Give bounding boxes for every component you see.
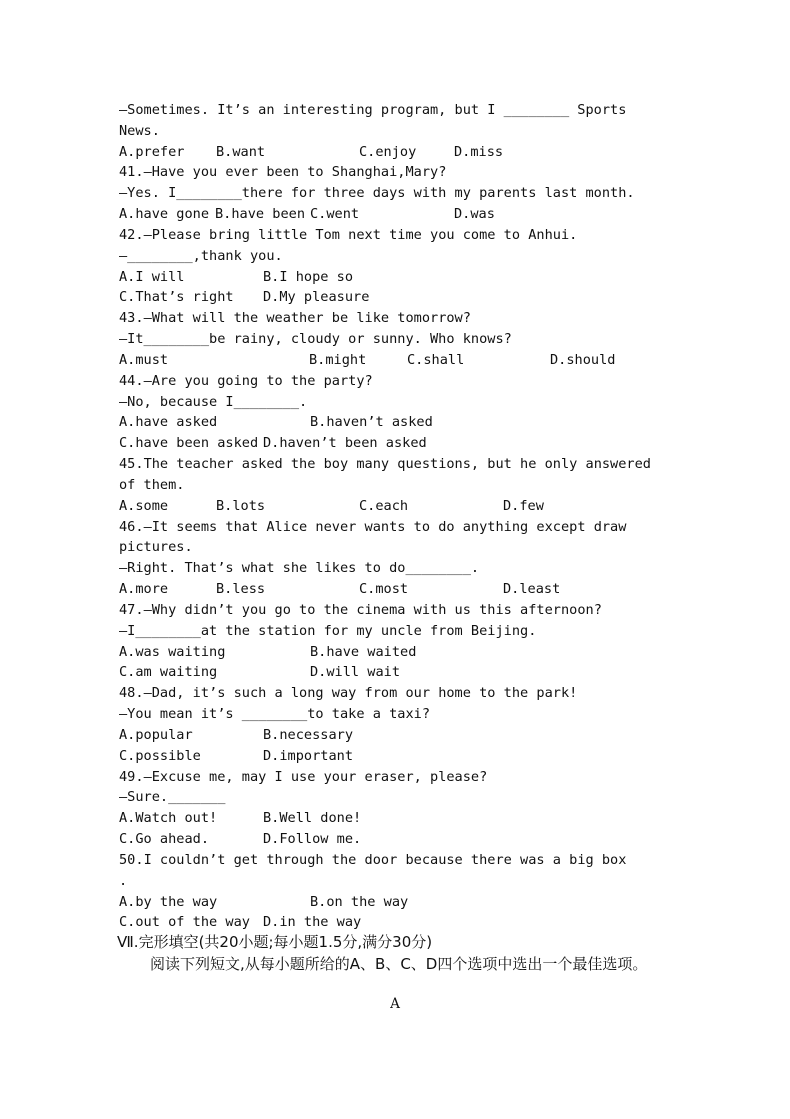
option-b: B.less <box>216 581 266 598</box>
question-stem: —Have you ever been to Shanghai,Mary? <box>143 164 447 181</box>
question-41 <box>119 162 446 182</box>
question-stem: I couldn’t get through the door because there was a big box <box>143 851 627 868</box>
option-a: C.Go ahead. <box>119 831 210 848</box>
question-stem: —Are you going to the party? <box>143 372 373 389</box>
option-b: D.in the way <box>263 914 362 931</box>
question-text: —Yes. I________there for three days with my parents last month. <box>119 185 635 202</box>
option-a: A.popular <box>119 726 193 743</box>
question-number: 44. <box>119 372 144 389</box>
option-b: D.My pleasure <box>263 289 370 306</box>
option-c: C.each <box>359 497 409 514</box>
question-number: 42. <box>119 226 144 243</box>
option-d: D.was <box>454 206 495 223</box>
options-row <box>119 725 679 745</box>
option-b: D.haven’t been asked <box>263 435 427 452</box>
option-a: A.some <box>119 497 169 514</box>
question-number: 48. <box>119 685 144 702</box>
option-b: B.might <box>309 351 367 368</box>
question-stem: —Excuse me, may I use your eraser, please? <box>143 768 488 785</box>
option-b: D.important <box>263 747 354 764</box>
question-number: 43. <box>119 310 144 327</box>
option-b: B.have waited <box>310 643 417 660</box>
question-number: 45. <box>119 456 144 473</box>
question-stem: —Why didn’t you go to the cinema with us this afternoon? <box>143 601 602 618</box>
question-number: 46. <box>119 518 144 535</box>
question-text: —I________at the station for my uncle from Beijing. <box>119 622 537 639</box>
question-45 <box>119 454 651 474</box>
option-b: D.will wait <box>310 664 401 681</box>
question-text: —Right. That’s what she likes to do________. <box>119 560 480 577</box>
option-a: C.have been asked <box>119 435 259 452</box>
options-row <box>119 350 679 370</box>
option-a: A.prefer <box>119 143 185 160</box>
question-48 <box>119 683 577 703</box>
options-row <box>119 267 679 287</box>
options-row <box>119 579 679 599</box>
option-b: B.necessary <box>263 726 354 743</box>
question-47 <box>119 600 602 620</box>
question-46 <box>119 517 626 537</box>
option-b: B.Well done! <box>263 810 362 827</box>
question-text: News. <box>119 122 160 139</box>
question-text: . <box>119 872 128 889</box>
question-stem: —Dad, it’s such a long way from our home to the park! <box>143 685 578 702</box>
options-row <box>119 204 679 224</box>
option-b: B.lots <box>216 497 266 514</box>
options-row <box>119 642 679 662</box>
option-c: C.enjoy <box>359 143 417 160</box>
option-b: B.on the way <box>310 893 409 910</box>
question-text: —You mean it’s ________to take a taxi? <box>119 706 430 723</box>
question-text: —Sure._______ <box>119 789 226 806</box>
option-b: B.I hope so <box>263 268 354 285</box>
question-42 <box>119 225 577 245</box>
section-heading: Ⅶ.完形填空(共20小题;每小题1.5分,满分30分) <box>117 933 433 952</box>
option-b: B.have been <box>215 206 306 223</box>
options-row <box>119 829 679 849</box>
option-a: A.I will <box>119 268 185 285</box>
option-c: C.went <box>310 206 360 223</box>
options-row <box>119 433 679 453</box>
options-row <box>119 412 679 432</box>
question-text: of them. <box>119 476 185 493</box>
options-row <box>119 808 679 828</box>
options-row <box>119 892 679 912</box>
option-c: C.most <box>359 581 409 598</box>
question-number: 47. <box>119 601 144 618</box>
options-row <box>119 746 679 766</box>
question-text: —Sometimes. It’s an interesting program, but I ________ Sports <box>119 102 627 118</box>
option-b: B.haven’t asked <box>310 414 433 431</box>
option-a: A.Watch out! <box>119 810 218 827</box>
option-d: D.should <box>550 351 616 368</box>
option-a: A.must <box>119 351 169 368</box>
question-text: —No, because I________. <box>119 393 308 410</box>
option-a: A.have gone <box>119 206 210 223</box>
options-row <box>119 912 679 932</box>
option-b: D.Follow me. <box>263 831 362 848</box>
question-number: 41. <box>119 164 144 181</box>
question-stem: —It seems that Alice never wants to do anything except draw <box>143 518 627 535</box>
question-number: 49. <box>119 768 144 785</box>
option-c: C.shall <box>407 351 465 368</box>
option-b: B.want <box>216 143 266 160</box>
options-row <box>119 496 679 516</box>
question-text: pictures. <box>119 539 193 556</box>
option-a: C.possible <box>119 747 201 764</box>
section-instruction: 阅读下列短文,从每小题所给的A、B、C、D四个选项中选出一个最佳选项。 <box>150 955 648 974</box>
option-a: A.have asked <box>119 414 218 431</box>
question-number: 50. <box>119 851 144 868</box>
options-row <box>119 287 679 307</box>
question-text: —________,thank you. <box>119 247 283 264</box>
options-row <box>119 662 679 682</box>
options-row <box>119 142 679 162</box>
question-text: —It________be rainy, cloudy or sunny. Who knows? <box>119 331 512 348</box>
question-44 <box>119 371 373 391</box>
option-a: C.am waiting <box>119 664 218 681</box>
option-a: A.was waiting <box>119 643 226 660</box>
option-a: A.by the way <box>119 893 218 910</box>
option-a: C.That’s right <box>119 289 234 306</box>
option-a: A.more <box>119 581 169 598</box>
question-stem: —Please bring little Tom next time you come to Anhui. <box>143 226 578 243</box>
option-d: D.few <box>503 497 544 514</box>
option-a: C.out of the way <box>119 914 250 931</box>
passage-label: A <box>390 996 400 1012</box>
option-d: D.miss <box>454 143 504 160</box>
question-stem: The teacher asked the boy many questions, but he only answered <box>143 456 651 473</box>
question-43 <box>119 308 471 328</box>
option-d: D.least <box>503 581 561 598</box>
question-49 <box>119 767 487 787</box>
question-stem: —What will the weather be like tomorrow? <box>143 310 471 327</box>
question-50 <box>119 850 626 870</box>
